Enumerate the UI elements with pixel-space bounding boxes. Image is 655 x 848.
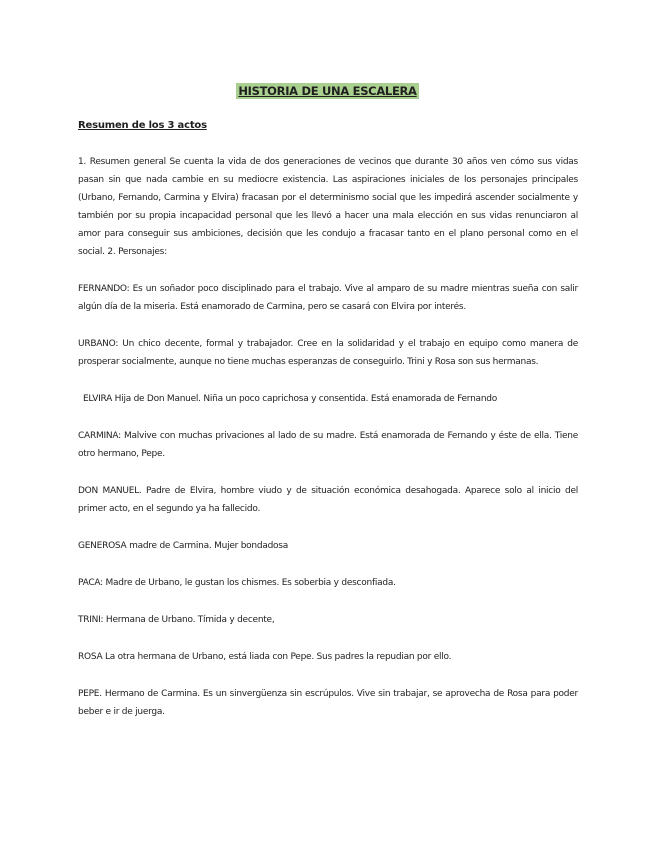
document-body xyxy=(78,153,578,740)
paragraph-elvira: ELVIRA Hija de Don Manuel. Niña un poco caprichosa y consentida. Está enamorada de Fernando xyxy=(83,394,497,404)
paragraph-generosa: GENEROSA madre de Carmina. Mujer bondadosa xyxy=(78,541,289,551)
paragraph-fernando: FERNANDO: Es un soñador poco disciplinado para el trabajo. Vive al amparo de su madre mientras sueña con salir algún día de la miseria. Está enamorado de Carmina, pero se casará con Elvira por interés. xyxy=(78,284,578,312)
section-subtitle: Resumen de los 3 actos xyxy=(78,120,207,131)
paragraph-trini: TRINI: Hermana de Urbano. Tímida y decente, xyxy=(78,615,275,625)
paragraph-rosa: ROSA La otra hermana de Urbano, está liada con Pepe. Sus padres la repudian por ello. xyxy=(78,652,452,662)
document-title: HISTORIA DE UNA ESCALERA xyxy=(238,84,417,98)
paragraph-urbano: URBANO: Un chico decente, formal y trabajador. Cree en la solidaridad y el trabajo en equipo como manera de prosperar socialmente, aunque no tiene muchas esperanzas de conseguirlo. Trini y Rosa son sus hermanas. xyxy=(78,339,578,367)
title-container xyxy=(0,80,655,99)
paragraph-paca: PACA: Madre de Urbano, le gustan los chismes. Es soberbia y desconfiada. xyxy=(78,578,396,588)
paragraph-carmina: CARMINA: Malvive con muchas privaciones al lado de su madre. Está enamorada de Fernando y éste de ella. Tiene otro hermano, Pepe. xyxy=(78,431,578,459)
paragraph-don-manuel: DON MANUEL. Padre de Elvira, hombre viudo y de situación económica desahogada. Aparece solo al inicio del primer acto, en el segundo ya ha fallecido. xyxy=(78,486,578,514)
paragraph-pepe: PEPE. Hermano de Carmina. Es un sinvergüenza sin escrúpulos. Vive sin trabajar, se aprovecha de Rosa para poder beber e ir de juerga. xyxy=(78,689,578,717)
paragraph-summary: 1. Resumen general Se cuenta la vida de dos generaciones de vecinos que durante 30 años ven cómo sus vidas pasan sin que nada cambie en su mediocre existencia. Las aspiraciones iniciales de los personajes principales (Urbano, Fernando, Carmina y Elvira) fracasan por el determinismo social que les impedirá ascender socialmente y también por su propia incapacidad personal que les llevó a hacer una mala elección en sus vidas renunciaron al amor para conseguir sus ambiciones, decisión que les condujo a fracasar tanto en el plano personal como en el social. 2. Personajes: xyxy=(78,157,578,257)
